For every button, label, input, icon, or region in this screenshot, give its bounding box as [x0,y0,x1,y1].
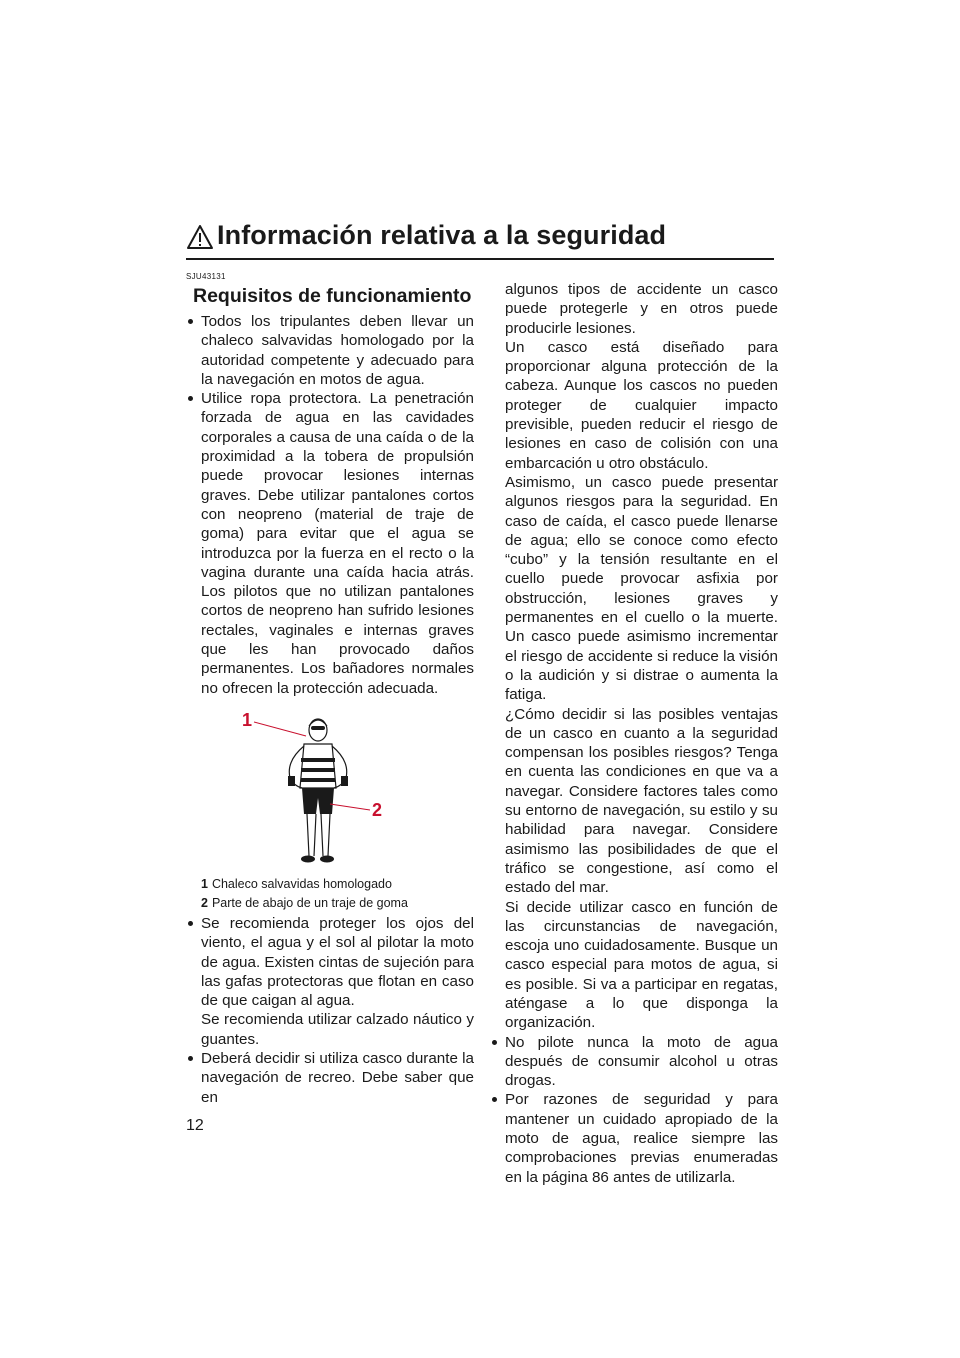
figure-caption-1: 1 Chaleco salvavidas homologado [201,876,392,891]
helmet-paragraph-1: algunos tipos de accidente un casco puede protegerle y en otros puede producirle lesiones. [505,281,778,337]
page-number: 12 [186,1117,204,1134]
page-header [186,222,774,260]
warning-triangle-icon [186,224,214,250]
rider-illustration [226,706,406,876]
helmet-paragraph-5: Si decide utilizar casco en función de las circunstancias de navegación, escoja uno cuidadosamente. Busque un casco especial para motos de agua, si es posible. Si va a participar en regatas, aténgase a lo que disponga la organización. [505,898,778,1032]
bullet-protective-clothing: Utilice ropa protectora. La penetración forzada de agua en las cavidades corporales a causa de una caída o de la proximidad a la tobera de propulsión puede provocar lesiones internas graves. Debe utilizar pantalones cortos con neopreno (material de traje de goma) para evitar que el agua se introduzca por la fuerza en el recto o la vagina durante una caída hacia atrás. Los pilotos que no utilizan pantalones cortos de neopreno han sufrido lesiones rectales, vaginales e internas graves que les han provocado daños permanentes. Los bañadores normales no ofrecen la protección adecuada. [186,389,474,698]
right-column [490,280,778,1187]
bullet-no-alcohol: No pilote nunca la moto de agua después de consumir alcohol u otras drogas. [490,1033,778,1091]
section-code: SJU43131 [186,272,226,281]
page-title: Información relativa a la seguridad [217,220,667,250]
section-title: Requisitos de funcionamiento [193,285,472,307]
helmet-paragraph-4: ¿Cómo decidir si las posibles ventajas de un casco en cuanto a la seguridad compensan los posibles riesgos? Tenga en cuenta las condiciones en que va a navegar. Considere factores tales como su entorno de navegación, su estilo y su habilidad para navegar. Considere asimismo las posibilidades de que el tráfico se congestione, así como el estado del mar. [505,705,778,897]
bullet-helmet-decision: Deberá decidir si utiliza casco durante la navegación de recreo. Debe saber que en [186,1049,474,1107]
helmet-paragraph-3: Asimismo, un casco puede presentar algunos riesgos para la seguridad. En caso de caída, el casco puede llenarse de agua; ello se conoce como efecto “cubo” y la tensión resultante en el cuello puede provocar asfixia por obstrucción, lesiones graves y permanentes en el cuello o la muerte. Un casco puede asimismo incrementar el riesgo de accidente si reduce la visión o la audición y si distrae o aumenta la fatiga. [505,473,778,704]
life-vest-figure [186,706,474,876]
bullet-pre-checks: Por razones de seguridad y para mantener un cuidado apropiado de la moto de agua, realice siempre las comprobaciones previas enumeradas en la página 86 antes de utilizarla. [490,1090,778,1186]
bullet-eye-protection-continued: Se recomienda utilizar calzado náutico y guantes. [201,1011,474,1048]
bullet-eye-protection: Se recomienda proteger los ojos del viento, el agua y el sol al pilotar la moto de agua. Existen cintas de sujeción para las gafas protectoras que flotan en caso de que caigan al agua. [186,914,474,1010]
helmet-paragraph-2: Un casco está diseñado para proporcionar alguna protección de la cabeza. Aunque los cascos no pueden proteger de cualquier impacto previsible, pueden reducir el riesgo de lesiones en caso de colisión con una embarcación u otro obstáculo. [505,338,778,472]
left-column [186,272,474,1107]
callout-1: 1 [242,709,253,730]
figure-caption-2: 2 Parte de abajo de un traje de goma [201,895,408,910]
bullet-life-vest: Todos los tripulantes deben llevar un chaleco salvavidas homologado por la autoridad competente y adecuado para la navegación en motos de agua. [186,312,474,389]
callout-2: 2 [372,799,383,820]
